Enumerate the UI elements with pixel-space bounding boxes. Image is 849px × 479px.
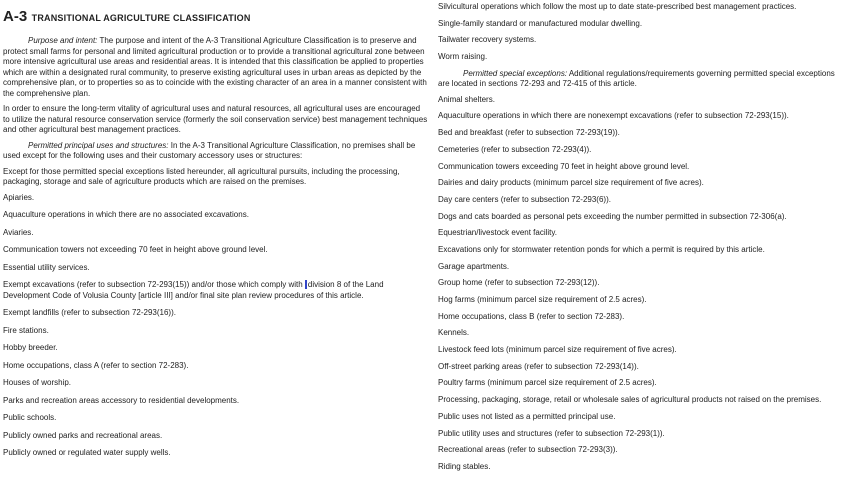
item-text-after-cursor: division 8 of the Land Development Code of Volusia County [article III] and/or final site plan review procedures of this article. [3, 280, 384, 300]
list-item: Dairies and dairy products (minimum parcel size requirement of five acres). [438, 178, 704, 188]
list-item: Single-family standard or manufactured modular dwelling. [438, 18, 643, 28]
paragraph-lead: Permitted special exceptions: [463, 68, 568, 78]
long-term-vitality-paragraph: In order to ensure the long-term vitality of agricultural uses and natural resources, all agricultural uses are encouraged to utilize the natural resource conservation service (formerly the soil conservation service) best management techniques and other agricultural best management practices. [3, 104, 428, 134]
list-item: Riding stables. [438, 461, 491, 471]
list-item: Bed and breakfast (refer to subsection 72-293(19)). [438, 128, 620, 138]
list-item: Poultry farms (minimum parcel size requirement of 2.5 acres). [438, 378, 657, 388]
list-item: Garage apartments. [438, 261, 510, 271]
permitted-special-exceptions-paragraph [438, 69, 847, 90]
paragraph-lead: Purpose and intent: [28, 36, 98, 45]
section-code: A-3 [3, 8, 28, 25]
list-item: Aquaculture operations in which there are no associated excavations. [3, 210, 249, 219]
item-text-before-cursor: Exempt excavations (refer to subsection 72-293(15)) and/or those which comply with [3, 280, 305, 289]
list-item: Equestrian/livestock event facility. [438, 228, 558, 238]
list-item: Worm raising. [438, 52, 488, 62]
list-item: Group home (refer to subsection 72-293(12)). [438, 278, 600, 288]
list-item: Parks and recreation areas accessory to residential developments. [3, 395, 240, 405]
list-item: Livestock feed lots (minimum parcel size requirement of five acres). [438, 345, 677, 355]
list-item: Public uses not listed as a permitted principal use. [438, 411, 616, 421]
list-item: Public schools. [3, 413, 57, 422]
list-item: Aquaculture operations in which there are nonexempt excavations (refer to subsection 72-293(15)). [438, 111, 789, 121]
except-special-exceptions-paragraph: Except for those permitted special exceptions listed hereunder, all agricultural pursuits, including the processing, packaging, storage and sale of agriculture products which are raised on the premises. [3, 166, 400, 186]
list-item: Essential utility services. [3, 262, 90, 272]
paragraph-text: The purpose and intent of the A-3 Transitional Agriculture Classification is to preserve and protect small farms for personal and limited agricultural production or to provide a transitional agricultural zone between more intensive agricultural use areas and residential areas. It is intended that this classification be applied to properties which are within a designated rural community, to preserve existing agricultural uses in urban areas as depicted by the comprehensive plan, or to properties so as to coincide with the existing character of an area in a manner consistent with the comprehensive plan. [3, 36, 427, 98]
list-item: Communication towers not exceeding 70 feet in height above ground level. [3, 245, 268, 254]
list-item: Home occupations, class A (refer to section 72-283). [3, 360, 189, 370]
right-column [432, 0, 849, 479]
list-item: Animal shelters. [438, 94, 495, 104]
list-item: Silvicultural operations which follow the most up to date state-prescribed best management practices. [438, 2, 797, 11]
list-item: Cemeteries (refer to subsection 72-293(4)). [438, 144, 592, 154]
paragraph-text: Additional regulations/requirements governing permitted special exceptions are located in sections 72-293 and 72-415 of this article. [438, 68, 835, 89]
list-item: Apiaries. [3, 192, 35, 202]
list-item: Exempt landfills (refer to subsection 72-293(16)). [3, 308, 176, 317]
list-item-exempt-excavations [3, 280, 428, 301]
list-item: Publicly owned parks and recreational areas. [3, 430, 163, 440]
list-item: Excavations only for stormwater retention ponds for which a permit is required by this article. [438, 244, 765, 254]
list-item: Hobby breeder. [3, 343, 58, 352]
purpose-intent-paragraph [3, 36, 428, 99]
section-heading [3, 8, 428, 27]
list-item: Tailwater recovery systems. [438, 35, 537, 45]
list-item: Public utility uses and structures (refer to subsection 72-293(1)). [438, 428, 665, 438]
section-title: TRANSITIONAL AGRICULTURE CLASSIFICATION [31, 13, 251, 23]
text-cursor-icon [305, 280, 307, 289]
list-item: Recreational areas (refer to subsection 72-293(3)). [438, 445, 618, 455]
list-item: Houses of worship. [3, 378, 72, 387]
list-item: Hog farms (minimum parcel size requirement of 2.5 acres). [438, 295, 647, 304]
list-item: Off-street parking areas (refer to subsection 72-293(14)). [438, 361, 639, 371]
permitted-principal-uses-paragraph [3, 141, 428, 162]
list-item: Fire stations. [3, 325, 49, 335]
list-item: Kennels. [438, 328, 470, 338]
paragraph-lead: Permitted principal uses and structures: [28, 140, 169, 150]
list-item: Publicly owned or regulated water supply wells. [3, 448, 171, 457]
list-item: Aviaries. [3, 227, 34, 237]
list-item: Day care centers (refer to subsection 72-293(6)). [438, 194, 611, 204]
list-item: Dogs and cats boarded as personal pets exceeding the number permitted in subsection 72-306(a). [438, 211, 787, 221]
list-item: Processing, packaging, storage, retail or wholesale sales of agricultural products not raised on the premises. [438, 395, 822, 405]
paragraph-text: In the A-3 Transitional Agriculture Classification, no premises shall be used except for the following uses and their customary accessory uses or structures: [3, 140, 416, 160]
list-item: Communication towers exceeding 70 feet in height above ground level. [438, 161, 690, 171]
list-item: Home occupations, class B (refer to section 72-283). [438, 311, 625, 321]
